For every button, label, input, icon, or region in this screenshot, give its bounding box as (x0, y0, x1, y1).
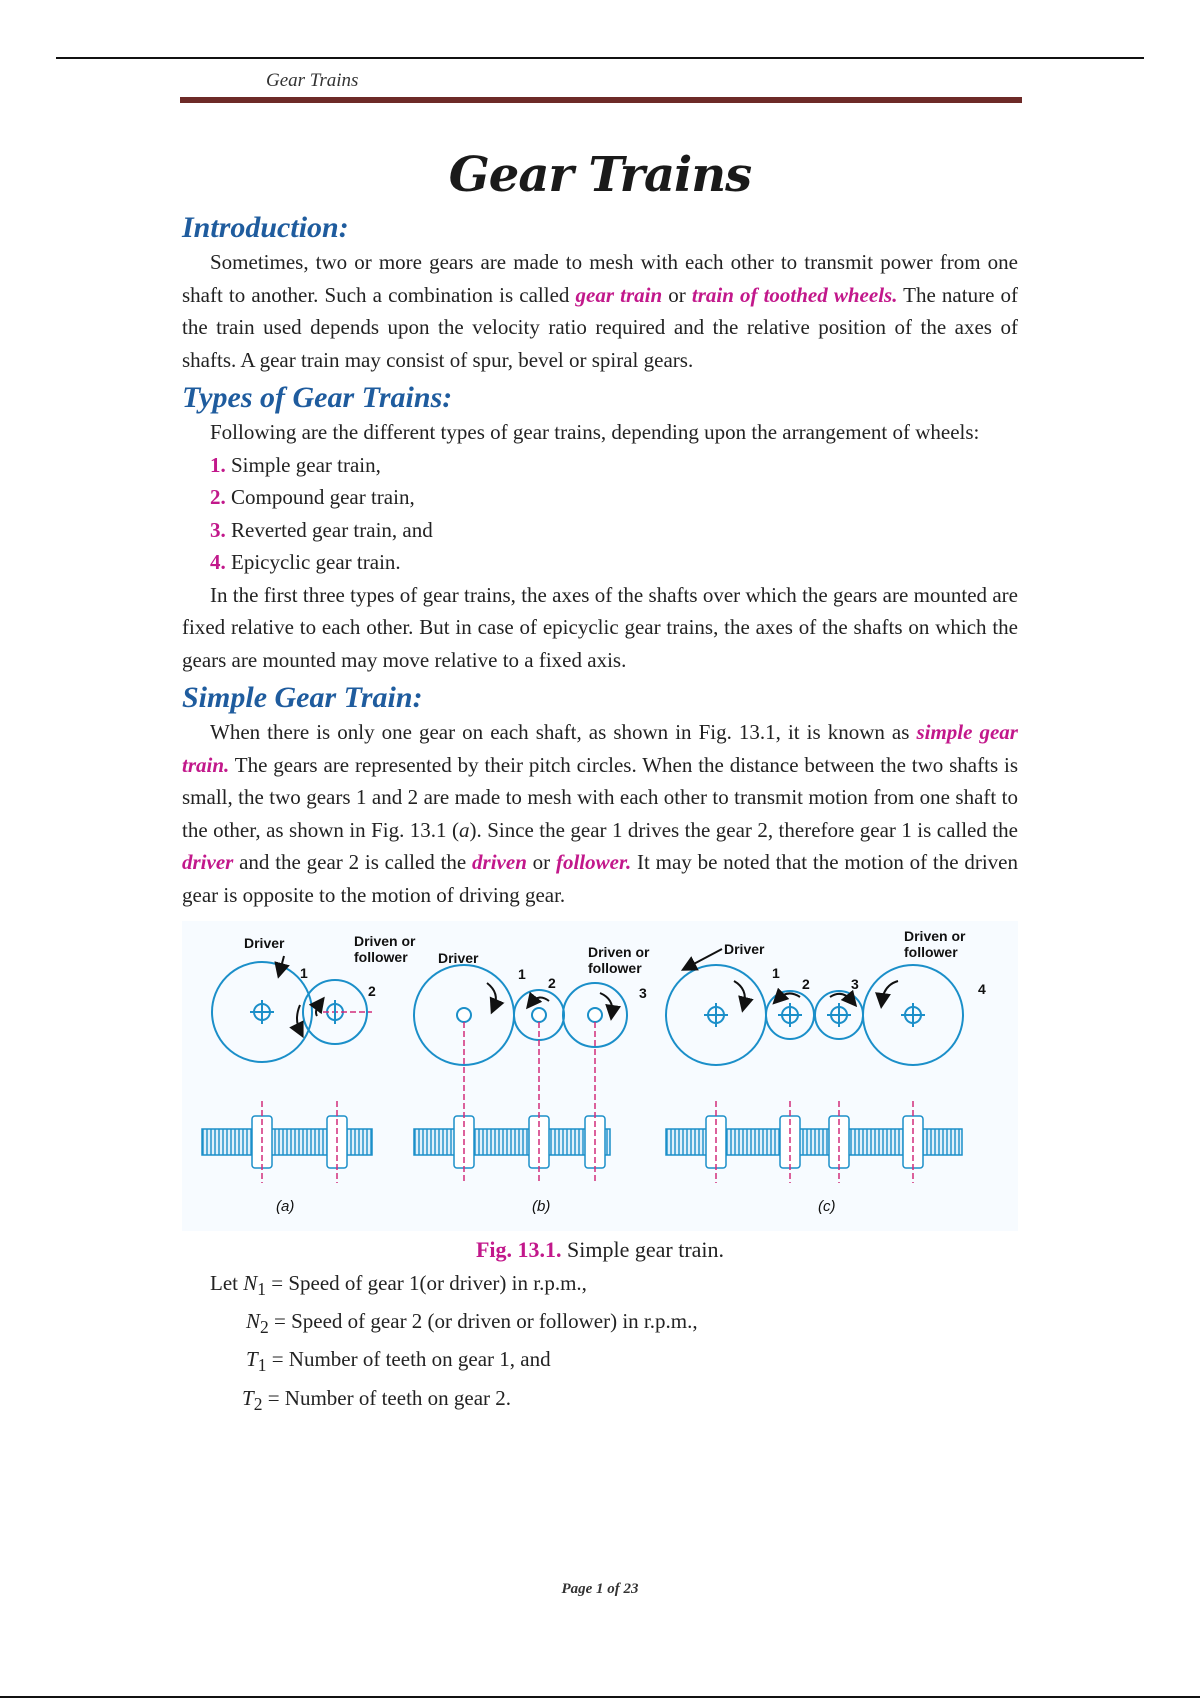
sub-label-a: (a) (276, 1198, 295, 1215)
intro-paragraph (182, 246, 1018, 376)
gear-side-view (414, 1129, 610, 1155)
list-item (210, 481, 1018, 514)
label-driven: Driven or (354, 933, 416, 949)
term-train-of-toothed-wheels: train of toothed wheels. (691, 282, 898, 307)
gear-number: 3 (639, 985, 647, 1001)
types-list (210, 449, 1018, 579)
types-lead-paragraph: Following are the different types of gear trains, depending upon the arrangement of wheels: (210, 420, 980, 444)
page-content (182, 140, 1018, 1420)
gear-number: 3 (851, 976, 859, 992)
text: = Speed of gear 1(or driver) in r.p.m., (266, 1271, 587, 1295)
label-driven: Driven or (588, 944, 650, 960)
label-driver: Driver (724, 941, 765, 957)
section-heading-types: Types of Gear Trains: (182, 381, 453, 414)
text: = Number of teeth on gear 2. (262, 1385, 512, 1410)
definitions (182, 1267, 1018, 1420)
header-bar (180, 97, 1022, 103)
term-driver: driver (182, 850, 234, 874)
subscript: 1 (257, 1355, 267, 1376)
bottom-rule (0, 1696, 1200, 1698)
text: or (526, 850, 556, 874)
text: or (662, 282, 692, 307)
definition-row (182, 1267, 1018, 1305)
top-rule (56, 57, 1144, 59)
gear-number: 1 (518, 966, 526, 982)
sub-label-b: (b) (532, 1198, 551, 1215)
text: The nature of the train used depends upon the velocity ratio required and the relative position of the axes of shafts. A gear train may consist of spur, bevel or spiral gears. (182, 282, 1019, 372)
text: When there is only one gear on each shaft, as shown in Fig. 13.1, it is known as (210, 720, 917, 744)
page-number: 1 (596, 1581, 604, 1597)
figure-simple-gear-train (182, 921, 1018, 1231)
subscript: 2 (260, 1317, 269, 1338)
gear-number: 2 (802, 976, 810, 992)
symbol: T (242, 1385, 254, 1410)
document-title: Gear Trains (448, 147, 752, 203)
section-heading-simple-gear-train: Simple Gear Train: (182, 681, 423, 714)
text: It may be noted that the motion of the driven gear is opposite to the motion of driving gear. (182, 850, 1019, 907)
simple-gear-paragraph (182, 716, 1018, 911)
list-number: 2. (210, 485, 226, 509)
subscript: 2 (253, 1393, 263, 1414)
symbol: N (243, 1271, 258, 1295)
label-follower: follower (354, 949, 408, 965)
text: ). Since the gear 1 drives the gear 2, therefore gear 1 is called the (469, 817, 1018, 842)
figure-caption (182, 1235, 1018, 1265)
page-total: 23 (623, 1581, 639, 1597)
list-number: 3. (210, 517, 226, 542)
text: Sometimes, two or more gears are made to mesh with each other to transmit power from one shaft to another. Such a combination is called (182, 250, 1018, 307)
text: a (459, 817, 470, 842)
types-closing-paragraph: In the first three types of gear trains, the axes of the shafts over which the gears are mounted are fixed relative to each other. But in case of epicyclic gear trains, the axes of the shafts on which the gears are mounted may move relative to a fixed axis. (182, 582, 1018, 672)
gear-number: 1 (300, 965, 308, 981)
definition-row (182, 1305, 1018, 1343)
text: of (603, 1581, 624, 1597)
gear-number: 2 (368, 983, 376, 999)
sub-label-c: (c) (818, 1198, 836, 1215)
gear-number: 1 (772, 965, 780, 981)
text: Page (561, 1581, 597, 1597)
list-item (210, 514, 1018, 547)
figure-number: Fig. 13.1. (475, 1237, 562, 1262)
running-header: Gear Trains (266, 70, 359, 91)
list-text: Epicyclic gear train. (225, 550, 401, 574)
definition-row (182, 1382, 1018, 1420)
list-number: 1. (210, 452, 226, 477)
list-text: Compound gear train, (225, 485, 415, 509)
term-follower: follower. (555, 850, 632, 874)
text: = Speed of gear 2 (or driven or follower) in r.p.m., (268, 1309, 698, 1334)
text: Let (210, 1271, 244, 1295)
list-number: 4. (210, 550, 226, 574)
term-driven: driven (472, 850, 527, 874)
label-driver: Driver (438, 950, 479, 966)
label-driven: Driven or (904, 928, 966, 944)
term-simple-gear-train: simple gear train. (182, 720, 1018, 777)
label-follower: follower (904, 944, 958, 960)
gear-number: 4 (978, 981, 986, 997)
list-item (210, 449, 1018, 482)
list-item (210, 546, 1018, 579)
term-gear-train: gear train (575, 282, 663, 307)
section-heading-introduction: Introduction: (182, 211, 349, 244)
caption-text: Simple gear train. (561, 1237, 725, 1262)
label-driver: Driver (244, 935, 285, 951)
text: The gears are represented by their pitch circles. When the distance between the two shafts is small, the two gears 1 and 2 are made to mesh with each other to transmit motion from one shaft to the other, as shown in Fig. 13.1 ( (182, 752, 1018, 842)
definition-row (182, 1343, 1018, 1381)
label-follower: follower (588, 960, 642, 976)
subscript: 1 (257, 1279, 266, 1300)
gear-number: 2 (548, 975, 556, 991)
text: and the gear 2 is called the (233, 850, 473, 874)
symbol: T (246, 1347, 258, 1372)
symbol: N (246, 1309, 261, 1334)
text: = Number of teeth on gear 1, and (266, 1347, 551, 1372)
list-text: Simple gear train, (225, 452, 381, 477)
page-footer (0, 1581, 1200, 1598)
gear-train-diagram (182, 921, 1018, 1231)
list-text: Reverted gear train, and (225, 517, 433, 542)
